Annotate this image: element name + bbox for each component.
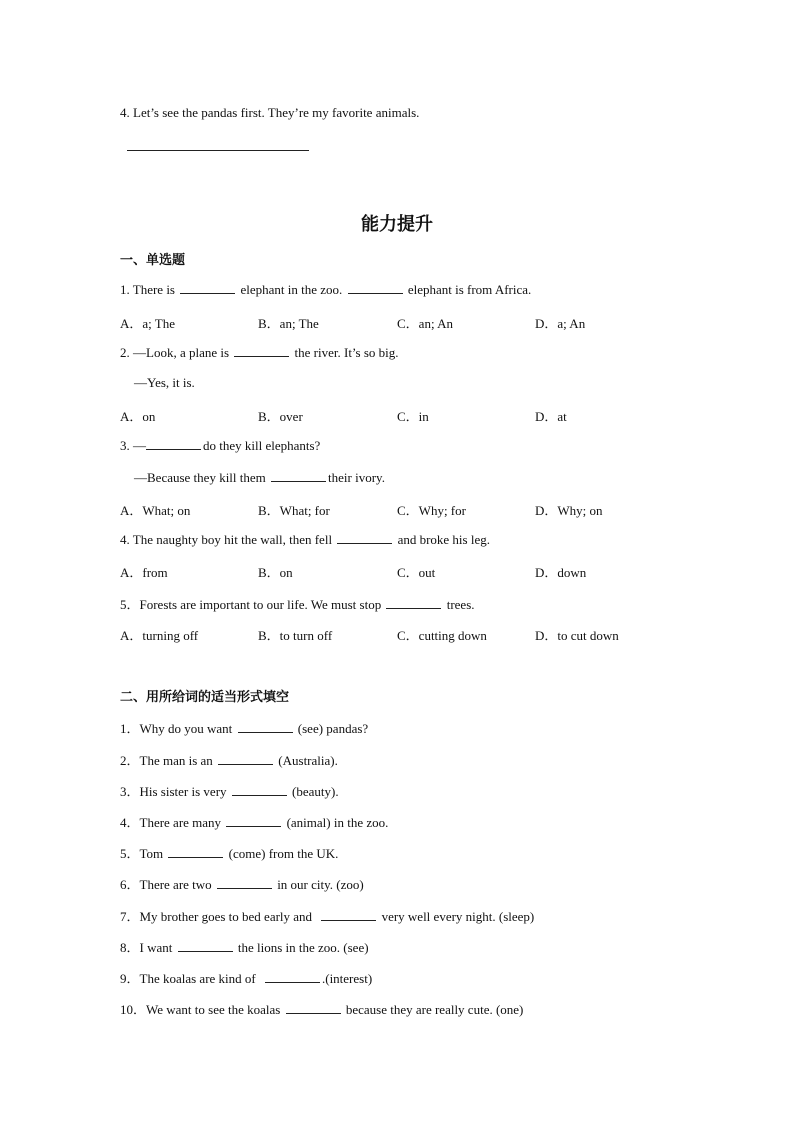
item-text: (animal) in the zoo. <box>286 815 389 830</box>
option-c[interactable]: C．in <box>397 409 429 424</box>
option-c[interactable]: C．an; An <box>397 316 453 331</box>
blank[interactable] <box>321 908 376 921</box>
item-text: in our city. (zoo) <box>277 877 364 892</box>
option-c[interactable]: C．cutting down <box>397 628 487 643</box>
section-1-title: 一、单选题 <box>120 253 186 268</box>
question-text: elephant is from Africa. <box>407 282 532 297</box>
answer-line[interactable] <box>127 150 309 151</box>
option-b[interactable]: B．over <box>258 409 303 424</box>
blank[interactable] <box>217 876 272 889</box>
question-text: elephant in the zoo. <box>240 282 343 297</box>
blank[interactable] <box>238 720 293 733</box>
blank[interactable] <box>178 939 233 952</box>
option-a[interactable]: A．What; on <box>120 503 191 518</box>
question-text: and broke his leg. <box>397 532 490 547</box>
option-b[interactable]: B．an; The <box>258 316 319 331</box>
page-title: 能力提升 <box>361 214 433 235</box>
fill-item-2 <box>120 750 338 769</box>
item-text: 9．The koalas are kind of <box>120 971 256 986</box>
option-a[interactable]: A．turning off <box>120 628 199 643</box>
blank[interactable] <box>234 344 289 357</box>
mc-question-5 <box>120 594 475 613</box>
fill-item-1 <box>120 718 368 737</box>
option-d[interactable]: D．a; An <box>535 316 586 331</box>
option-c[interactable]: C．out <box>397 565 436 580</box>
item-text: (Australia). <box>278 753 338 768</box>
blank[interactable] <box>180 281 235 294</box>
mc-question-2 <box>120 344 399 361</box>
item-text: the lions in the zoo. (see) <box>237 940 369 955</box>
option-b[interactable]: B．What; for <box>258 503 330 518</box>
mc-question-1 <box>120 281 531 298</box>
item-text: very well every night. (sleep) <box>381 909 535 924</box>
blank[interactable] <box>232 783 287 796</box>
item-text: 6．There are two <box>120 877 212 892</box>
reply-part: their ivory. <box>328 470 385 485</box>
option-d[interactable]: D．down <box>535 565 587 580</box>
option-b[interactable]: B．to turn off <box>258 628 333 643</box>
question-text: 4. The naughty boy hit the wall, then fell <box>120 532 333 547</box>
option-a[interactable]: A．on <box>120 409 156 424</box>
blank[interactable] <box>218 752 273 765</box>
option-b[interactable]: B．on <box>258 565 293 580</box>
item-text: 5．Tom <box>120 846 164 861</box>
item-text: 7．My brother goes to bed early and <box>120 909 313 924</box>
item-text: (beauty). <box>292 784 339 799</box>
blank[interactable] <box>271 469 326 482</box>
mc-question-3 <box>120 437 320 454</box>
question-text: trees. <box>446 597 475 612</box>
reply-text <box>134 469 385 486</box>
mc-question-4 <box>120 531 490 548</box>
option-d[interactable]: D．to cut down <box>535 628 619 643</box>
option-c[interactable]: C．Why; for <box>397 503 466 518</box>
item-text: (come) from the UK. <box>228 846 339 861</box>
option-d[interactable]: D．Why; on <box>535 503 603 518</box>
item-text: 2．The man is an <box>120 753 213 768</box>
fill-item-6 <box>120 874 364 893</box>
item-text: because they are really cute. (one) <box>345 1002 524 1017</box>
reply-part: —Because they kill them <box>134 470 266 485</box>
blank[interactable] <box>286 1001 341 1014</box>
option-a[interactable]: A．a; The <box>120 316 175 331</box>
blank[interactable] <box>146 437 201 450</box>
fill-item-3 <box>120 781 339 800</box>
fill-item-4 <box>120 812 388 831</box>
section-2-title: 二、用所给词的适当形式填空 <box>120 690 290 705</box>
question-text: the river. It’s so big. <box>294 345 399 360</box>
item-text: 3．His sister is very <box>120 784 227 799</box>
reply-text: —Yes, it is. <box>134 375 195 390</box>
question-text: 2. —Look, a plane is <box>120 345 230 360</box>
option-a[interactable]: A．from <box>120 565 168 580</box>
blank[interactable] <box>386 596 441 609</box>
blank[interactable] <box>337 531 392 544</box>
blank[interactable] <box>265 970 320 983</box>
option-d[interactable]: D．at <box>535 409 567 424</box>
item-text: (see) pandas? <box>297 721 369 736</box>
fill-item-7 <box>120 906 534 925</box>
item-text: 1．Why do you want <box>120 721 233 736</box>
prev-question-4: 4. Let’s see the pandas first. They’re my favorite animals. <box>120 105 420 120</box>
fill-item-9 <box>120 968 372 987</box>
item-text: .(interest) <box>321 971 373 986</box>
fill-item-8 <box>120 937 369 956</box>
blank[interactable] <box>226 814 281 827</box>
item-text: 8．I want <box>120 940 173 955</box>
question-text: do they kill elephants? <box>203 438 321 453</box>
question-text: 5．Forests are important to our life. We must stop <box>120 597 382 612</box>
fill-item-5 <box>120 843 338 862</box>
item-text: 4．There are many <box>120 815 222 830</box>
question-text: 1. There is <box>120 282 175 297</box>
blank[interactable] <box>348 281 403 294</box>
question-text: 3. — <box>120 438 146 453</box>
item-text: 10．We want to see the koalas <box>120 1002 281 1017</box>
fill-item-10 <box>120 999 523 1018</box>
blank[interactable] <box>168 845 223 858</box>
